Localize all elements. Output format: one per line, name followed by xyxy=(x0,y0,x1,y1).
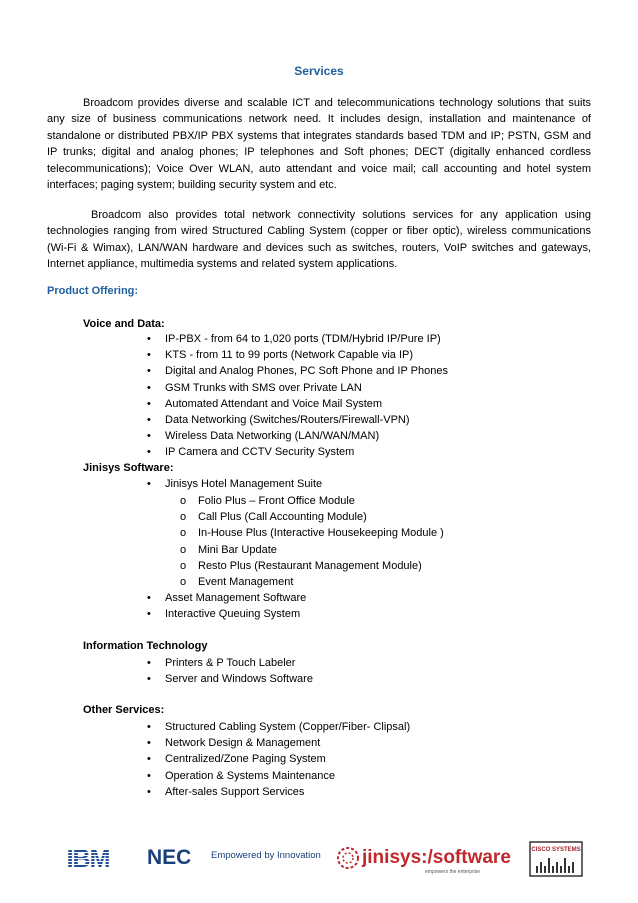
jinisys-heading: Jinisys Software: xyxy=(83,462,174,474)
svg-text:NEC: NEC xyxy=(147,846,192,869)
list-item: • Wireless Data Networking (LAN/WAN/MAN) xyxy=(147,430,380,443)
other-services-heading: Other Services: xyxy=(83,704,165,716)
list-item: • Structured Cabling System (Copper/Fiber- Clipsal) xyxy=(147,721,411,733)
voice-data-list xyxy=(147,331,448,461)
list-item: • Digital and Analog Phones, PC Soft Phone and IP Phones xyxy=(147,365,448,378)
jinisys-modules-list xyxy=(180,493,444,590)
product-offering-heading: Product Offering: xyxy=(47,285,139,297)
list-item: o Call Plus (Call Accounting Module) xyxy=(180,511,367,524)
nec-tagline: Empowered by Innovation xyxy=(211,850,321,861)
list-item: • Interactive Queuing System xyxy=(147,608,301,621)
list-item: o In-House Plus (Interactive Housekeeping Module ) xyxy=(180,527,444,540)
partner-logos xyxy=(0,838,638,878)
list-item: o Mini Bar Update xyxy=(180,543,277,556)
connectivity-paragraph xyxy=(47,207,591,273)
list-item: • Data Networking (Switches/Routers/Firewall-VPN) xyxy=(147,413,410,426)
it-heading: Information Technology xyxy=(83,640,208,652)
list-item: • Automated Attendant and Voice Mail System xyxy=(147,397,383,410)
list-item: • GSM Trunks with SMS over Private LAN xyxy=(147,381,362,394)
list-item: o Folio Plus – Front Office Module xyxy=(180,495,355,507)
list-item: • Operation & Systems Maintenance xyxy=(147,769,335,782)
list-item: o Resto Plus (Restaurant Management Module) xyxy=(180,559,422,572)
connectivity-text: Broadcom also provides total network connectivity solutions services for any application using technologies ranging from wired Structured Cabling System (copper or fiber optic), wireless communications (Wi-Fi & Wimax), LAN/WAN hardware and devices such as switches, routers, VoIP switches and gateways, Internet appliance, multimedia systems and related system applications. xyxy=(47,209,591,271)
list-item: • Asset Management Software xyxy=(147,592,307,604)
list-item: • IP-PBX - from 64 to 1,020 ports (TDM/Hybrid IP/Pure IP) xyxy=(147,333,441,345)
other-services-list xyxy=(147,719,410,800)
ibm-logo xyxy=(60,844,116,873)
it-list xyxy=(147,655,313,687)
page-title: Services xyxy=(294,64,344,78)
list-item: • Printers & P Touch Labeler xyxy=(147,657,296,669)
list-item: • Jinisys Hotel Management Suite xyxy=(147,478,323,490)
svg-text:empowers the enterprise: empowers the enterprise xyxy=(425,869,481,875)
list-item: • Centralized/Zone Paging System xyxy=(147,753,326,766)
svg-text:IBM: IBM xyxy=(66,845,110,873)
svg-text:CISCO SYSTEMS: CISCO SYSTEMS xyxy=(531,847,581,853)
jinisys-suite-list xyxy=(147,476,322,492)
list-item: • KTS - from 11 to 99 ports (Network Capable via IP) xyxy=(147,349,413,362)
cisco-logo xyxy=(530,842,582,876)
intro-paragraph xyxy=(47,95,591,193)
voice-data-heading: Voice and Data: xyxy=(83,318,165,330)
list-item: • Server and Windows Software xyxy=(147,673,313,686)
jinisys-logo xyxy=(335,838,511,878)
nec-logo xyxy=(147,844,199,868)
svg-text:jinisys:/software: jinisys:/software xyxy=(362,847,511,868)
list-item: • Network Design & Management xyxy=(147,737,321,750)
jinisys-items-list xyxy=(147,590,306,622)
list-item: • IP Camera and CCTV Security System xyxy=(147,446,355,459)
intro-text: Broadcom provides diverse and scalable ICT and telecommunications technology solutions that suits any size of business communications network need. It includes design, installation and maintenance of standalone or distributed PBX/IP PBX systems that integrates standards based TDM and IP; PSTN, GSM and IP trunks; digital and analog phones; IP telephones and Soft phones; DECT (digitally enhanced cordless telecommunications); Voice Over WLAN, auto attendant and voice mail; call accounting and hotel system interfaces; paging system; building security system and etc. xyxy=(47,97,591,192)
jinisys-swirl-icon xyxy=(338,848,358,868)
list-item: • After-sales Support Services xyxy=(147,785,305,798)
list-item: o Event Management xyxy=(180,575,294,588)
